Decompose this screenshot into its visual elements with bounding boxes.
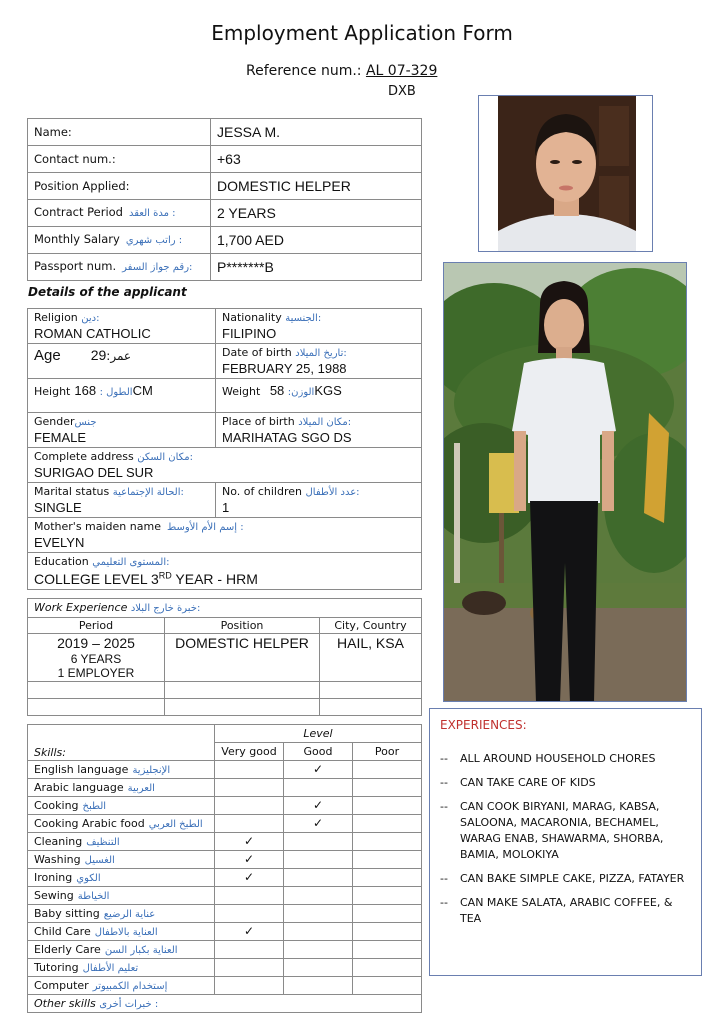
mother-label: Mother's maiden name xyxy=(34,520,161,533)
empty-cell xyxy=(165,699,320,716)
empty-cell xyxy=(28,699,165,716)
skill-row xyxy=(28,923,422,941)
marital-status-label-ar: الحالة الإجتماعية: xyxy=(112,487,184,498)
height-value: 168CM xyxy=(74,383,153,398)
nationality-label-ar: الجنسية: xyxy=(285,313,322,324)
work-experience-label: Work Experience xyxy=(34,601,128,614)
skill-name-cell xyxy=(28,923,215,941)
skill-level-cell xyxy=(353,923,422,941)
level-title: Level xyxy=(215,725,422,743)
other-skills-label-ar: خبرات أخرى : xyxy=(99,998,159,1010)
skill-level-cell xyxy=(284,977,353,995)
check-mark-icon: ✓ xyxy=(243,852,255,866)
skill-level-cell xyxy=(215,941,284,959)
skill-name: Computer xyxy=(34,978,89,992)
children-cell xyxy=(216,483,422,518)
basic-info-label xyxy=(28,146,211,173)
skill-row xyxy=(28,851,422,869)
education-cell xyxy=(28,553,422,590)
skill-level-cell xyxy=(353,779,422,797)
skill-level-cell xyxy=(215,833,284,851)
skill-row xyxy=(28,959,422,977)
basic-info-row xyxy=(28,173,422,200)
skill-level-cell xyxy=(353,851,422,869)
skill-name-cell xyxy=(28,833,215,851)
work-period: 2019 – 2025 xyxy=(57,635,135,651)
experiences-title: EXPERIENCES: xyxy=(440,718,527,732)
applicant-headshot-photo xyxy=(478,95,653,252)
reference-number xyxy=(246,62,437,80)
height-cell xyxy=(28,379,216,413)
skill-name: Arabic language xyxy=(34,780,124,794)
age-label: Age xyxy=(34,347,61,364)
height-label: Height xyxy=(34,385,71,398)
place-of-birth-cell xyxy=(216,413,422,448)
experience-item xyxy=(440,799,691,863)
skill-row xyxy=(28,833,422,851)
basic-info-row xyxy=(28,200,422,227)
applicant-details-table xyxy=(27,308,422,590)
experience-text: CAN TAKE CARE OF KIDS xyxy=(460,776,596,789)
basic-info-label xyxy=(28,254,211,281)
headshot-image xyxy=(479,96,653,252)
skill-level-cell xyxy=(215,815,284,833)
skill-level-cell xyxy=(353,977,422,995)
basic-info-label-text: Position Applied: xyxy=(34,178,130,193)
dash-bullet-icon: -- xyxy=(440,776,448,789)
dob-value: FEBRUARY 25, 1988 xyxy=(222,361,347,376)
education-value xyxy=(34,570,415,588)
education-label-ar: المستوى التعليمي: xyxy=(92,557,170,568)
skill-level-cell xyxy=(215,959,284,977)
basic-info-label-text: Contact num.: xyxy=(34,151,116,166)
skill-level-cell xyxy=(215,923,284,941)
form-left-column xyxy=(27,118,422,1013)
skill-name-ar: الإنجليزية xyxy=(132,764,171,776)
skill-level-cell xyxy=(353,959,422,977)
children-label: No. of children xyxy=(222,485,302,498)
reference-value: AL 07-329 xyxy=(365,63,438,79)
other-skills-label: Other skills xyxy=(34,996,96,1010)
address-label-ar: مكان السكن: xyxy=(137,452,193,463)
experience-text: CAN BAKE SIMPLE CAKE, PIZZA, FATAYER xyxy=(460,872,685,885)
basic-info-value: +63 xyxy=(211,146,422,173)
skill-name-ar: العناية بكبار السن xyxy=(104,944,178,956)
basic-info-value: P*******B xyxy=(211,254,422,281)
empty-cell xyxy=(28,682,165,699)
education-label: Education xyxy=(34,555,89,568)
experience-item xyxy=(440,775,691,791)
religion-label-ar: دين: xyxy=(81,313,100,324)
skill-name: Tutoring xyxy=(34,960,79,974)
basic-info-table xyxy=(27,118,422,281)
skill-name-ar: الطبخ العربي xyxy=(148,818,203,830)
skill-level-cell xyxy=(353,815,422,833)
weight-value: 58KGS xyxy=(269,383,342,398)
basic-info-label-text: Passport num. xyxy=(34,259,117,273)
skill-name-ar: العناية بالاطفال xyxy=(94,926,158,938)
skill-name-ar: عناية الرضيع xyxy=(103,908,156,920)
skill-name: English language xyxy=(34,762,129,776)
work-row-empty xyxy=(28,699,422,716)
skill-row xyxy=(28,941,422,959)
weight-label-ar: الوزن: xyxy=(287,387,315,398)
dash-bullet-icon: -- xyxy=(440,800,448,813)
work-duration: 6 YEARS xyxy=(70,652,122,666)
skill-name-cell xyxy=(28,761,215,779)
work-row-empty xyxy=(28,682,422,699)
mother-cell xyxy=(28,518,422,553)
skill-level-cell xyxy=(353,887,422,905)
skill-level-cell xyxy=(284,923,353,941)
location-code: DXB xyxy=(388,84,416,99)
marital-status-label: Marital status xyxy=(34,485,110,498)
work-row xyxy=(28,634,422,682)
skill-name-cell xyxy=(28,851,215,869)
children-label-ar: عدد الأطفال: xyxy=(305,487,360,498)
weight-cell xyxy=(216,379,422,413)
basic-info-row xyxy=(28,254,422,281)
basic-info-value: 1,700 AED xyxy=(211,227,422,254)
skill-row xyxy=(28,797,422,815)
gender-label-ar: جنس xyxy=(74,417,97,428)
basic-info-label-text: Contract Period xyxy=(34,205,123,219)
gender-value: FEMALE xyxy=(34,430,87,445)
experience-item xyxy=(440,871,691,887)
age-label-ar: عمر: xyxy=(106,349,132,363)
basic-info-label xyxy=(28,119,211,146)
work-location: HAIL, KSA xyxy=(320,634,422,682)
religion-label: Religion xyxy=(34,311,78,324)
empty-cell xyxy=(165,682,320,699)
skills-table xyxy=(27,724,422,1013)
dash-bullet-icon: -- xyxy=(440,752,448,765)
education-value-sup: RD xyxy=(158,570,172,581)
check-mark-icon: ✓ xyxy=(243,924,255,938)
basic-info-value: 2 YEARS xyxy=(211,200,422,227)
basic-info-label-ar: مدة العقد : xyxy=(129,208,176,219)
skill-row xyxy=(28,905,422,923)
skill-level-cell xyxy=(284,761,353,779)
skill-row xyxy=(28,779,422,797)
work-experience-table xyxy=(27,598,422,716)
education-value-main: COLLEGE LEVEL 3 xyxy=(34,571,159,587)
skill-level-cell xyxy=(284,815,353,833)
dash-bullet-icon: -- xyxy=(440,896,448,909)
col-period: Period xyxy=(28,618,165,634)
skill-level-cell xyxy=(215,851,284,869)
nationality-cell xyxy=(216,309,422,344)
skill-name: Cooking xyxy=(34,798,79,812)
check-mark-icon: ✓ xyxy=(312,762,324,776)
skill-name-ar: الخياطة xyxy=(77,890,110,902)
skill-level-cell xyxy=(215,887,284,905)
skill-name: Ironing xyxy=(34,870,73,884)
place-of-birth-label-ar: مكان الميلاد: xyxy=(298,417,352,428)
age-value: 29 xyxy=(90,347,107,363)
skill-name: Baby sitting xyxy=(34,906,100,920)
skill-name: Sewing xyxy=(34,888,74,902)
skill-name-cell xyxy=(28,887,215,905)
skill-name-ar: الكوي xyxy=(76,872,101,884)
empty-cell xyxy=(320,699,422,716)
skill-level-cell xyxy=(215,977,284,995)
skill-row xyxy=(28,977,422,995)
skill-level-cell xyxy=(284,833,353,851)
height-label-ar: الطول : xyxy=(99,387,133,398)
work-employers: 1 EMPLOYER xyxy=(57,666,135,680)
col-position: Position xyxy=(165,618,320,634)
check-mark-icon: ✓ xyxy=(312,816,324,830)
skill-level-cell xyxy=(284,869,353,887)
experience-item xyxy=(440,751,691,767)
skill-name: Cleaning xyxy=(34,834,83,848)
skill-name-cell xyxy=(28,797,215,815)
work-period-cell xyxy=(28,634,165,682)
dob-label-ar: تاريخ الميلاد: xyxy=(295,348,347,359)
skill-level-cell xyxy=(284,887,353,905)
skill-row xyxy=(28,815,422,833)
basic-info-row xyxy=(28,146,422,173)
basic-info-label-text: Name: xyxy=(34,124,72,139)
skill-name: Elderly Care xyxy=(34,942,101,956)
religion-value: ROMAN CATHOLIC xyxy=(34,326,151,341)
skill-level-cell xyxy=(353,797,422,815)
skill-level-cell xyxy=(215,797,284,815)
skill-name-cell xyxy=(28,959,215,977)
level-very-good: Very good xyxy=(215,743,284,761)
level-poor: Poor xyxy=(353,743,422,761)
dob-label: Date of birth xyxy=(222,346,292,359)
dash-bullet-icon: -- xyxy=(440,872,448,885)
education-value-rest: YEAR - HRM xyxy=(171,571,258,587)
check-mark-icon: ✓ xyxy=(243,834,255,848)
work-position: DOMESTIC HELPER xyxy=(165,634,320,682)
skill-name-ar: العربية xyxy=(127,782,155,794)
basic-info-label xyxy=(28,227,211,254)
marital-status-cell xyxy=(28,483,216,518)
skill-row xyxy=(28,761,422,779)
dob-cell xyxy=(216,344,422,379)
place-of-birth-value: MARIHATAG SGO DS xyxy=(222,430,352,445)
other-skills xyxy=(28,995,422,1013)
skill-level-cell xyxy=(215,905,284,923)
address-label: Complete address xyxy=(34,450,134,463)
skill-level-cell xyxy=(353,761,422,779)
skill-level-cell xyxy=(353,905,422,923)
experience-text: CAN MAKE SALATA, ARABIC COFFEE, & TEA xyxy=(460,896,673,925)
work-experience-label-ar: خبرة خارج البلاد: xyxy=(130,603,201,614)
skill-level-cell xyxy=(284,779,353,797)
skill-name-ar: تعليم الأطفال xyxy=(82,962,139,974)
skill-name: Washing xyxy=(34,852,81,866)
skill-name: Cooking Arabic food xyxy=(34,816,145,830)
experiences-list xyxy=(440,751,691,927)
check-mark-icon: ✓ xyxy=(243,870,255,884)
marital-status-value: SINGLE xyxy=(34,500,82,515)
basic-info-value: JESSA M. xyxy=(211,119,422,146)
mother-value: EVELYN xyxy=(34,535,85,550)
skill-row xyxy=(28,869,422,887)
reference-label: Reference num.: xyxy=(246,63,362,79)
basic-info-label-ar: راتب شهري : xyxy=(125,235,183,246)
basic-info-row xyxy=(28,119,422,146)
skill-level-cell xyxy=(215,869,284,887)
skill-level-cell xyxy=(353,941,422,959)
experience-text: ALL AROUND HOUSEHOLD CHORES xyxy=(460,752,656,765)
skill-name-ar: الطبخ xyxy=(82,800,107,812)
skill-name-cell xyxy=(28,941,215,959)
skill-name-cell xyxy=(28,869,215,887)
skill-level-cell xyxy=(215,779,284,797)
experiences-box xyxy=(429,708,702,976)
place-of-birth-label: Place of birth xyxy=(222,415,295,428)
skill-level-cell xyxy=(353,869,422,887)
skill-name-ar: التنظيف xyxy=(86,836,120,848)
skills-title: Skills: xyxy=(28,725,215,761)
skill-level-cell xyxy=(284,851,353,869)
skill-name-cell xyxy=(28,815,215,833)
gender-cell xyxy=(28,413,216,448)
empty-cell xyxy=(320,682,422,699)
applicant-full-body-photo xyxy=(443,262,687,702)
basic-info-label-text: Monthly Salary xyxy=(34,232,120,246)
skill-row xyxy=(28,887,422,905)
religion-cell xyxy=(28,309,216,344)
experience-item xyxy=(440,895,691,927)
children-value: 1 xyxy=(222,500,230,515)
skill-level-cell xyxy=(215,761,284,779)
basic-info-label xyxy=(28,200,211,227)
skill-name-ar: إستخدام الكمبيوتر xyxy=(92,980,168,992)
address-value: SURIGAO DEL SUR xyxy=(34,465,154,480)
skill-level-cell xyxy=(284,797,353,815)
skill-name: Child Care xyxy=(34,924,91,938)
mother-label-ar: إسم الأم الأوسط : xyxy=(166,522,244,533)
basic-info-label xyxy=(28,173,211,200)
details-heading: Details of the applicant xyxy=(28,285,187,299)
skill-level-cell xyxy=(353,833,422,851)
basic-info-row xyxy=(28,227,422,254)
nationality-value: FILIPINO xyxy=(222,326,277,341)
skill-name-cell xyxy=(28,779,215,797)
skill-level-cell xyxy=(284,959,353,977)
level-good: Good xyxy=(284,743,353,761)
skill-name-ar: الغسيل xyxy=(84,854,115,866)
form-title: Employment Application Form xyxy=(211,21,513,45)
basic-info-value: DOMESTIC HELPER xyxy=(211,173,422,200)
skill-name-cell xyxy=(28,977,215,995)
weight-label: Weight xyxy=(222,385,261,398)
experience-text: CAN COOK BIRYANI, MARAG, KABSA, SALOONA, MACARONIA, BECHAMEL, WARAG ENAB, SHAWARMA, SHORBA, BAMIA, MOLOKIYA xyxy=(460,800,664,861)
gender-label: Gender xyxy=(34,415,75,428)
full-body-image xyxy=(444,263,687,702)
skill-level-cell xyxy=(284,905,353,923)
nationality-label: Nationality xyxy=(222,311,282,324)
age-cell xyxy=(28,344,216,379)
skill-name-cell xyxy=(28,905,215,923)
work-experience-title xyxy=(28,599,422,618)
skill-level-cell xyxy=(284,941,353,959)
address-cell xyxy=(28,448,422,483)
col-city-country: City, Country xyxy=(320,618,422,634)
basic-info-label-ar: رقم جواز السفر: xyxy=(122,262,193,273)
check-mark-icon: ✓ xyxy=(312,798,324,812)
